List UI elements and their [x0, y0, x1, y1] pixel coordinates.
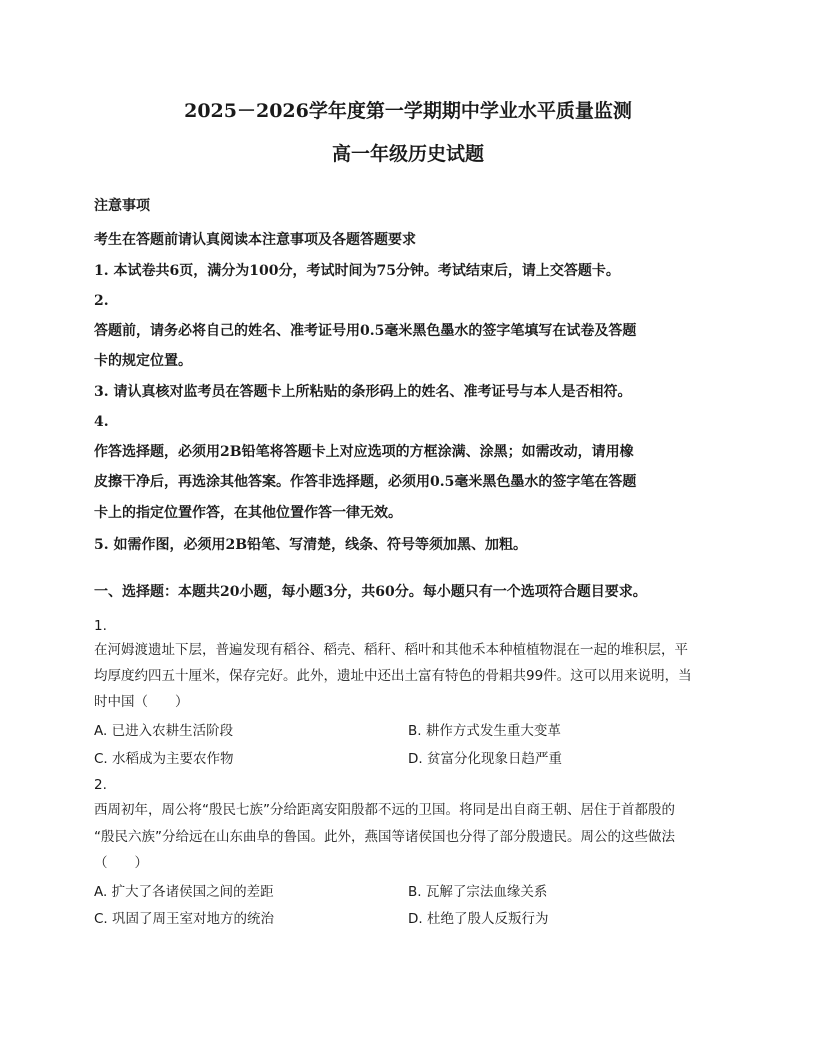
notes-item-4-line-3: 卡上的指定位置作答，在其他位置作答一律无效。	[94, 505, 402, 521]
notes-item-4-line-2: 皮擦干净后，再选涂其他答案。作答非选择题，必须用0.5毫米黑色墨水的签字笔在答题	[94, 474, 637, 490]
question-2-stem-line-1: 西周初年，周公将“殷民七族”分给距离安阳殷都不远的卫国。将同是出自商王朝、居住于首都殷的	[94, 802, 675, 818]
question-1-number: 1.	[94, 618, 107, 634]
notes-item-4-number: 4.	[94, 414, 109, 430]
notes-item-5: 5. 如需作图，必须用2B铅笔、写清楚，线条、符号等须加黑、加粗。	[94, 537, 528, 553]
notes-item-2-line-2: 卡的规定位置。	[94, 353, 192, 369]
notes-item-2-line-1: 答题前，请务必将自己的姓名、准考证号用0.5毫米黑色墨水的签字笔填写在试卷及答题	[94, 323, 637, 339]
notes-heading: 注意事项	[94, 198, 150, 214]
notes-item-2-number: 2.	[94, 293, 109, 309]
notes-item-3: 3. 请认真核对监考员在答题卡上所粘贴的条形码上的姓名、准考证号与本人是否相符。	[94, 384, 632, 400]
question-1-option-a: A. 已进入农耕生活阶段	[94, 723, 234, 739]
question-2-stem-line-2: “殷民六族”分给远在山东曲阜的鲁国。此外，燕国等诸侯国也分得了部分殷遗民。周公的这些做法	[94, 829, 675, 845]
question-1-stem-line-1: 在河姆渡遗址下层，普遍发现有稻谷、稻壳、稻秆、稻叶和其他禾本种植植物混在一起的堆积层，平	[94, 642, 688, 658]
question-1-option-c: C. 水稻成为主要农作物	[94, 751, 234, 767]
question-2-option-b: B. 瓦解了宗法血缘关系	[408, 884, 548, 900]
question-2-option-d: D. 杜绝了殷人反叛行为	[408, 911, 549, 927]
exam-subtitle: 高一年级历史试题	[331, 143, 484, 165]
question-1-stem-line-3: 时中国（ ）	[94, 694, 189, 710]
question-1-option-d: D. 贫富分化现象日趋严重	[408, 751, 562, 767]
notes-item-4-line-1: 作答选择题，必须用2B铅笔将答题卡上对应选项的方框涂满、涂黑；如需改动，请用橡	[94, 444, 634, 460]
exam-title: 2025－2026学年度第一学期期中学业水平质量监测	[184, 100, 632, 122]
notes-item-1: 1. 本试卷共6页，满分为100分，考试时间为75分钟。考试结束后，请上交答题卡。	[94, 263, 620, 279]
question-2-option-c: C. 巩固了周王室对地方的统治	[94, 911, 275, 927]
question-1-stem-line-2: 均厚度约四五十厘米，保存完好。此外，遗址中还出土富有特色的骨耜共99件。这可以用来说明，当	[94, 668, 692, 684]
question-2-stem-line-3: （ ）	[94, 855, 148, 871]
question-2-number: 2.	[94, 777, 107, 793]
question-2-option-a: A. 扩大了各诸侯国之间的差距	[94, 884, 274, 900]
notes-intro: 考生在答题前请认真阅读本注意事项及各题答题要求	[94, 232, 416, 248]
section-heading: 一、选择题：本题共20小题，每小题3分，共60分。每小题只有一个选项符合题目要求。	[94, 584, 647, 600]
question-1-option-b: B. 耕作方式发生重大变革	[408, 723, 561, 739]
